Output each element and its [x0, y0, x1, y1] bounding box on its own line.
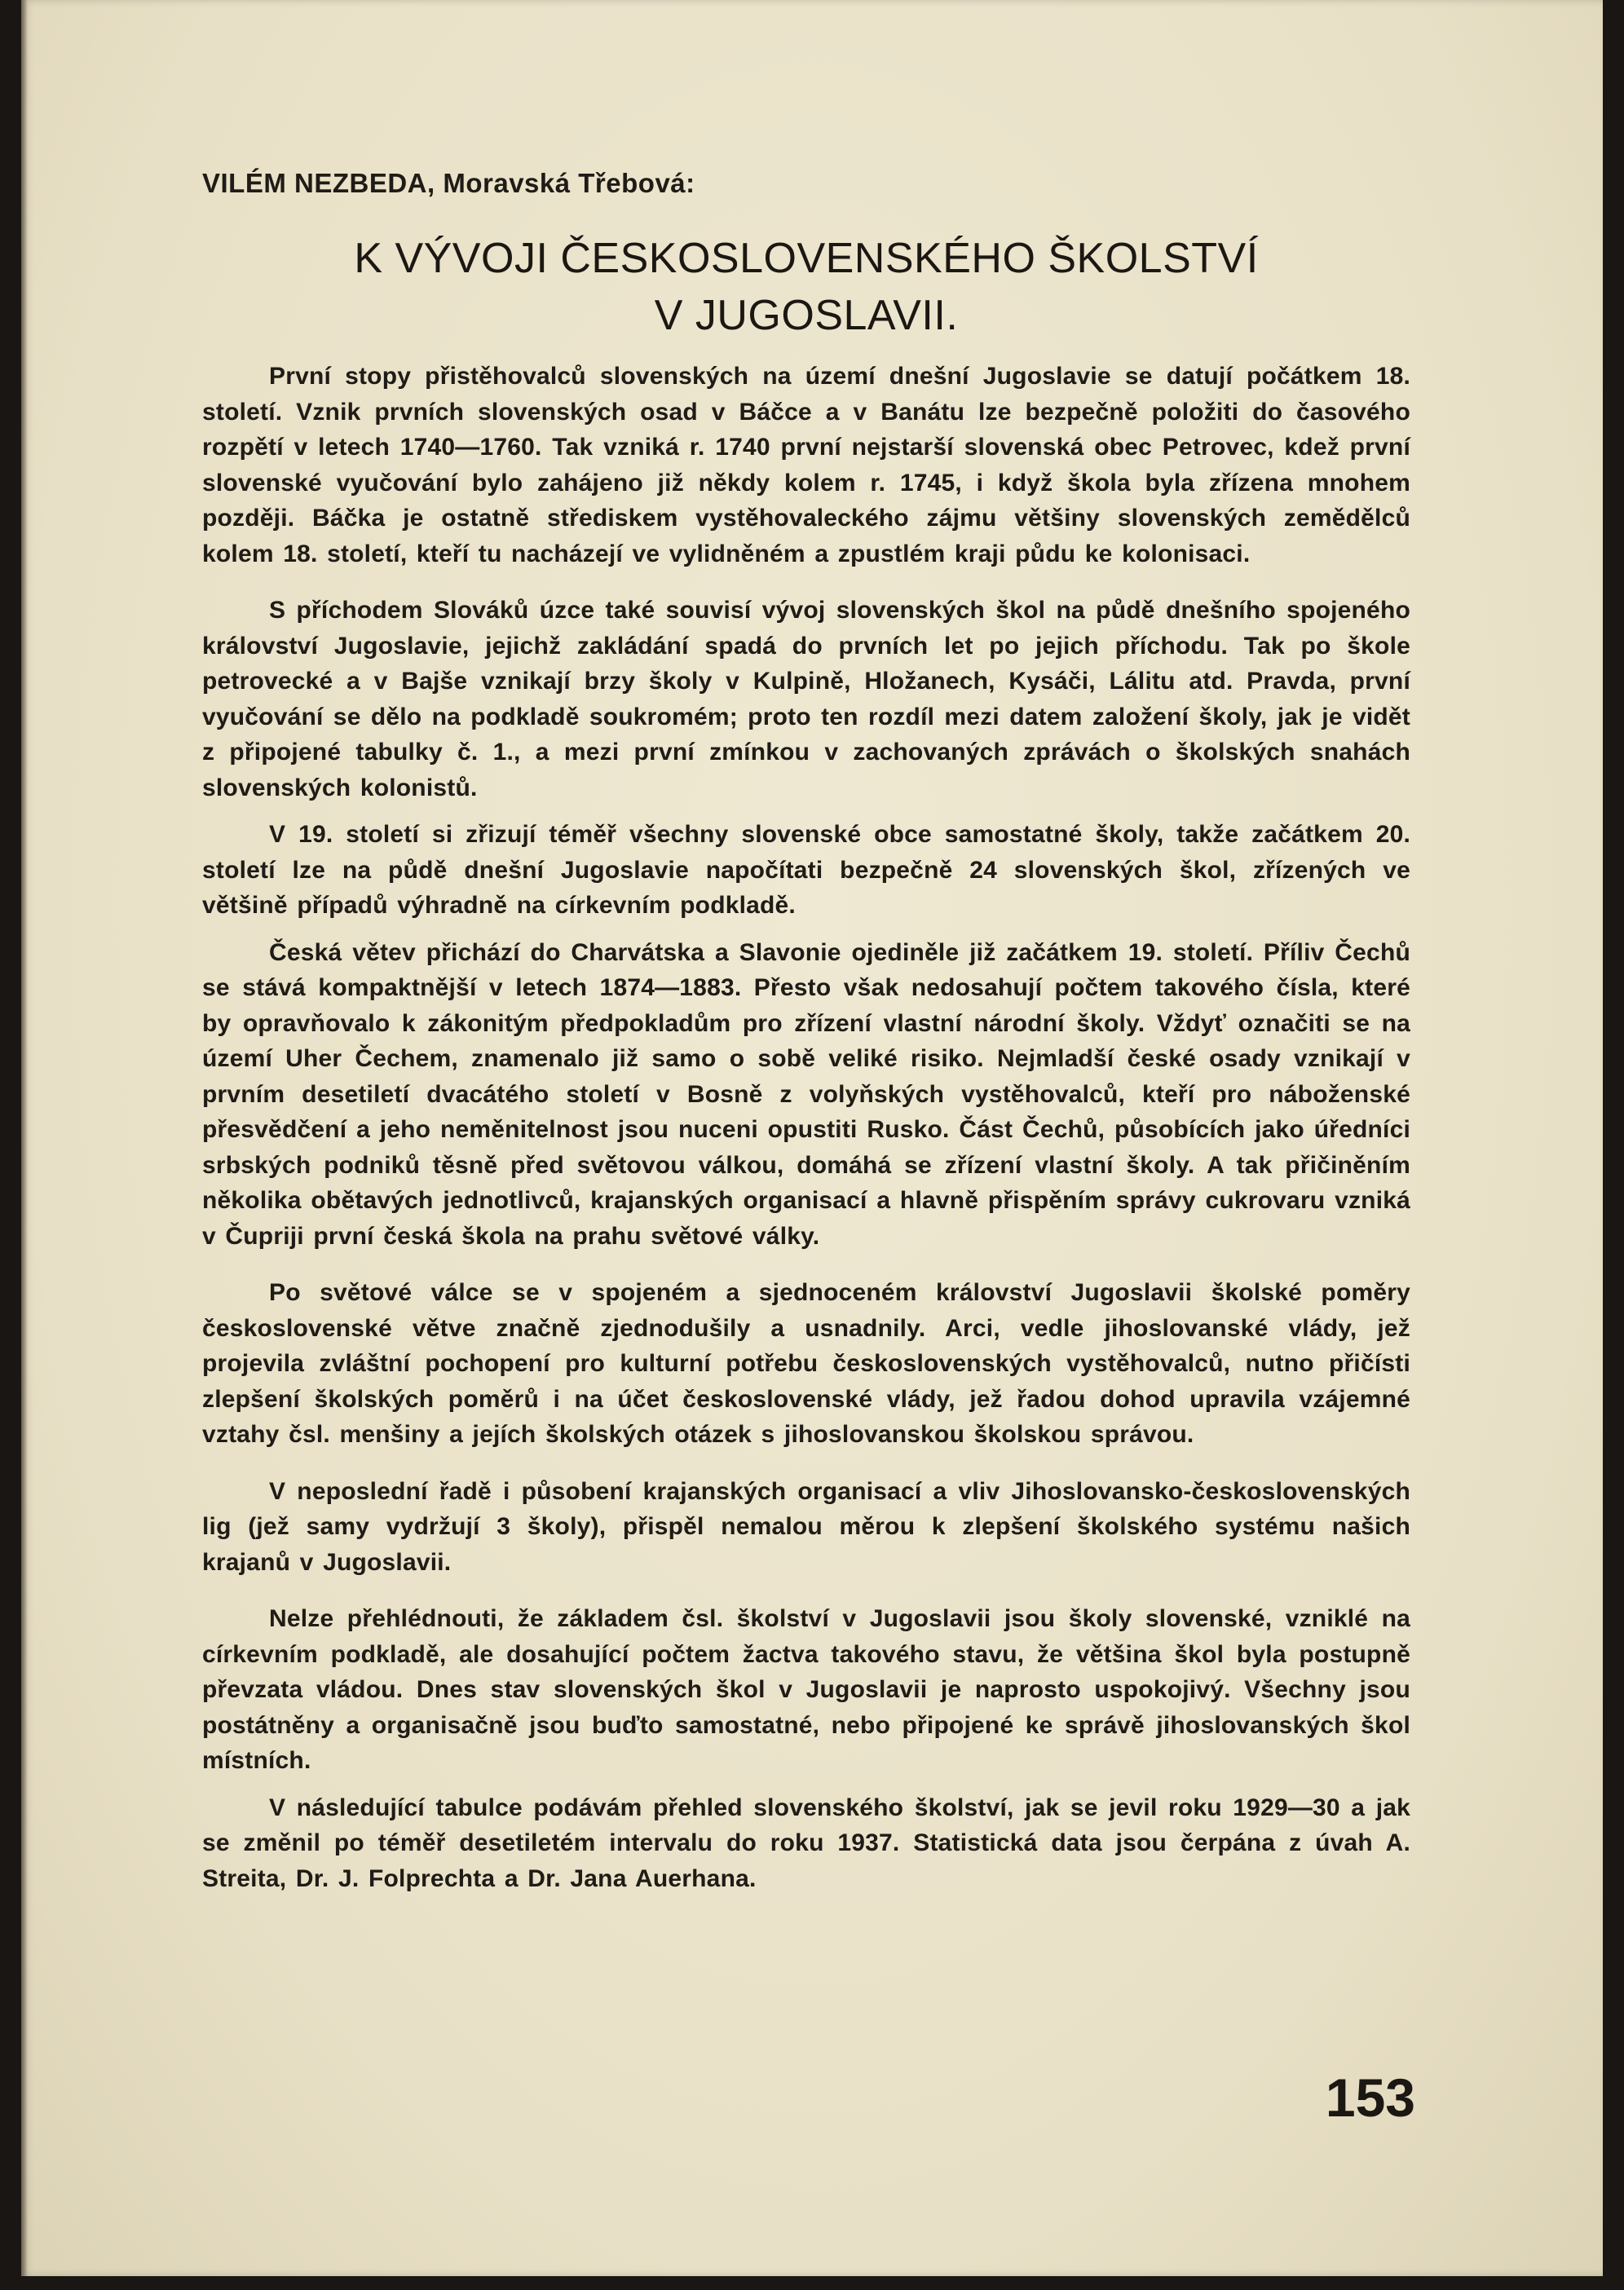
paragraph-7: Nelze přehlédnouti, že základem čsl. školství v Jugoslavii jsou školy slovenské, vzniklé na církevním podkladě, ale dosahující počtem žactva takového stavu, že většina škol byla postupně převzata vládou. Dnes stav slovenských škol v Jugoslavii je naprosto uspokojivý. Všechny jsou postátněny a organisačně jsou buďto samostatné, nebo připojené ke správě jihoslovanských škol místních. [202, 1605, 1410, 1774]
spine-shadow [21, 0, 28, 2276]
paragraph-3: V 19. století si zřizují téměř všechny slovenské obce samostatné školy, takže začátkem 20. století lze na půdě dnešní Jugoslavie napočítati bezpečně 24 slovenských škol, zřízených ve většině případů výhradně na církevním podkladě. [202, 821, 1410, 919]
paragraph-1: První stopy přistěhovalců slovenských na území dnešní Jugoslavie se datují počátkem 18. století. Vznik prvních slovenských osad v Báčce a v Banátu lze bezpečně položiti do časového rozpětí v letech 1740—1760. Tak vzniká r. 1740 první nejstarší slovenská obec Petrovec, kdež první slovenské vyučování bylo zahájeno již někdy kolem r. 1745, i když škola byla zřízena mnohem později. Báčka je ostatně střediskem vystěhovaleckého zájmu většiny slovenských zemědělců kolem 18. století, kteří tu nacházejí ve vylidněném a zpustlém kraji půdu ke kolonisaci. [202, 363, 1410, 567]
paragraph-6: V neposlední řadě i působení krajanských organisací a vliv Jihoslovansko-československých lig (jež samy vydržují 3 školy), přispěl nemalou měrou k zlepšení školského systému našich krajanů v Jugoslavii. [202, 1477, 1410, 1576]
paragraph-8: V následující tabulce podávám přehled slovenského školství, jak se jevil roku 1929—30 a jak se změnil po téměř desetiletém intervalu do roku 1937. Statistická data jsou čerpána z úvah A. Streita, Dr. J. Folprechta a Dr. Jana Auerhana. [202, 1794, 1410, 1892]
paragraph-4: Česká větev přichází do Charvátska a Slavonie ojediněle již začátkem 19. století. Příliv Čechů se stává kompaktnější v letech 1874—1883. Přesto však nedosahují počtem takového čísla, které by opravňovalo k zákonitým předpokladům pro zřízení vlastní národní školy. Vždyť označiti se na území Uher Čechem, znamenalo již samo o sobě veliké risiko. Nejmladší české osady vznikají v prvním desetiletí dvacátého století v Bosně z volyňských vystěhovalců, kteří pro náboženské přesvědčení a jeho neměnitelnost jsou nuceni opustiti Rusko. Část Čechů, působících jako úředníci srbských podniků těsně před světovou válkou, domáhá se zřízení vlastní školy. A tak přičiněním několika obětavých jednotlivců, krajanských organisací a hlavně přispěním správy cukrovaru vzniká v Čupriji první česká škola na prahu světové války. [202, 938, 1410, 1250]
page-number: 153 [1325, 2067, 1415, 2128]
paragraph-5: Po světové válce se v spojeném a sjednoceném království Jugoslavii školské poměry československé větve značně zjednodušily a usnadnily. Arci, vedle jihoslovanské vlády, jež projevila zvláštní pochopení pro kulturní potřebu československých vystěhovalců, nutno přičísti zlepšení školských poměrů i na účet československé vlády, jež řadou dohod upravila vzájemné vztahy čsl. menšiny a jejích školských otázek s jihoslovanskou školskou správou. [202, 1279, 1410, 1448]
title-line-2: V JUGOSLAVII. [654, 292, 959, 339]
paragraph-2: S příchodem Slováků úzce také souvisí vývoj slovenských škol na půdě dnešního spojeného království Jugoslavie, jejichž zakládání spadá do prvních let po jejich příchodu. Tak po škole petrovecké a v Bajše vznikají brzy školy v Kulpině, Hložanech, Kysáči, Lálitu atd. Pravda, první vyučování se dělo na podkladě soukromém; proto ten rozdíl mezi datem založení školy, jak je vidět z připojené tabulky č. 1., a mezi první zmínkou v zachovaných zprávách o školských snahách slovenských kolonistů. [202, 597, 1410, 801]
article-title [202, 230, 1410, 344]
article-body [202, 359, 1410, 1896]
title-line-1: K VÝVOJI ČESKOSLOVENSKÉHO ŠKOLSTVÍ [354, 235, 1259, 282]
author-line: VILÉM NEZBEDA, Moravská Třebová: [202, 168, 695, 198]
